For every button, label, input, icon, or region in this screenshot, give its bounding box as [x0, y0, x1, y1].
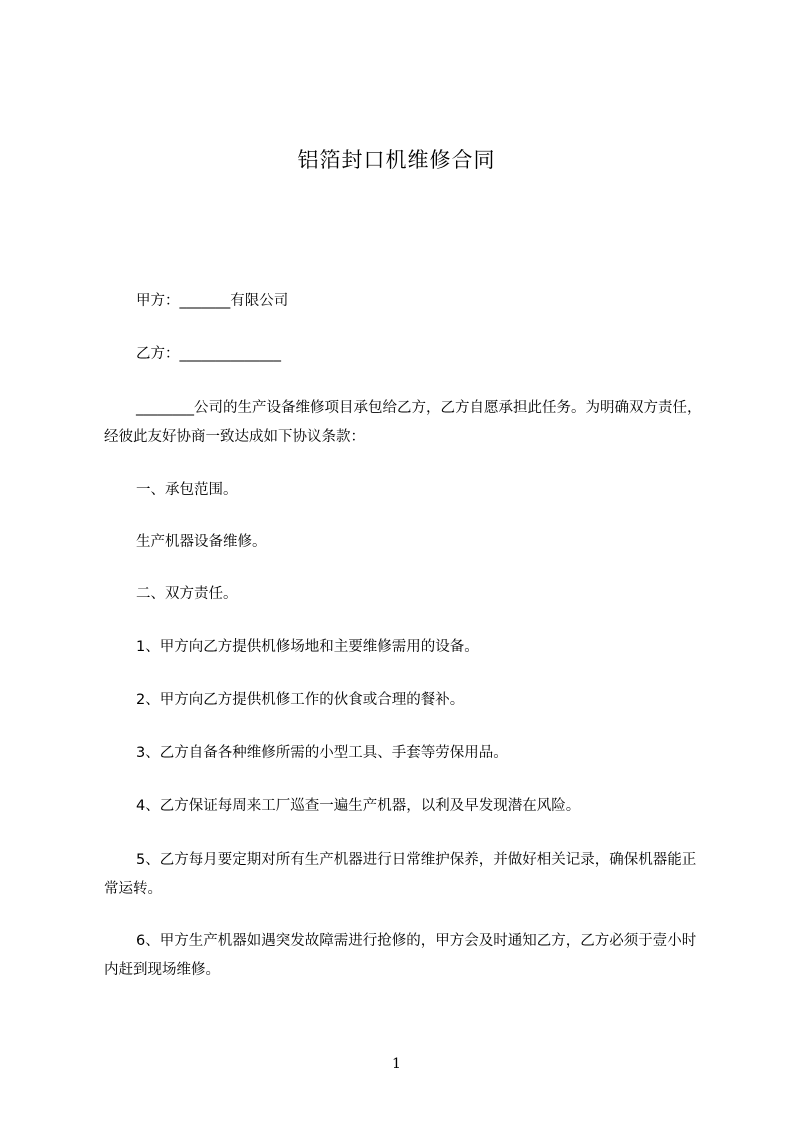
party-b-line: 乙方：______________	[136, 346, 281, 362]
clause-item: 5、乙方每月要定期对所有生产机器进行日常维护保养，并做好相关记录，确保机器能正常运转。	[104, 852, 697, 897]
clause-item: 6、甲方生产机器如遇突发故障需进行抢修的，甲方会及时通知乙方，乙方必须于壹小时内赶到现场维修。	[104, 933, 697, 978]
clause-item: 2、甲方向乙方提供机修工作的伙食或合理的餐补。	[136, 692, 465, 708]
clause-item: 1、甲方向乙方提供机修场地和主要维修需用的设备。	[136, 639, 479, 655]
clause-item: 3、乙方自备各种维修所需的小型工具、手套等劳保用品。	[136, 745, 508, 761]
section-heading-scope: 一、承包范围。	[136, 482, 238, 498]
clause-item: 4、乙方保证每周来工厂巡查一遍生产机器，以利及早发现潜在风险。	[136, 798, 581, 814]
document-title: 铝箔封口机维修合同	[297, 148, 496, 172]
section-heading-responsibilities: 二、双方责任。	[136, 586, 238, 602]
section-body-scope: 生产机器设备维修。	[136, 534, 267, 550]
party-a-line: 甲方：_______有限公司	[136, 293, 289, 309]
page-number: 1	[392, 1056, 401, 1072]
intro-paragraph: ________公司的生产设备维修项目承包给乙方，乙方自愿承担此任务。为明确双方责任，经彼此友好协商一致达成如下协议条款：	[104, 400, 702, 445]
